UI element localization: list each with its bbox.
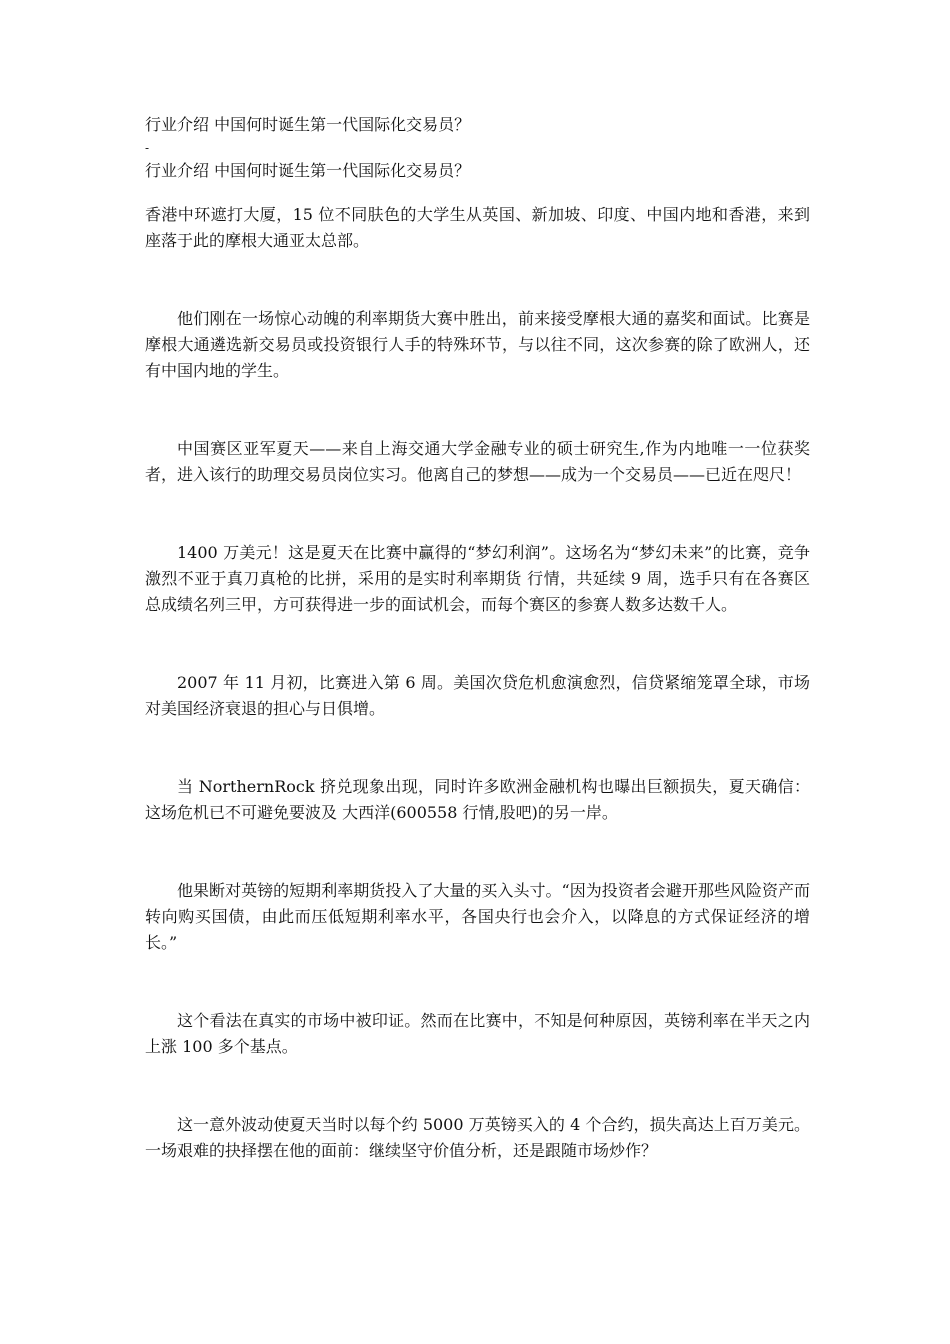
paragraph-2: 他们刚在一场惊心动魄的利率期货大赛中胜出，前来接受摩根大通的嘉奖和面试。比赛是摩根大通遴选新交易员或投资银行人手的特殊环节，与以往不同，这次参赛的除了欧洲人，还有中国内地的学生。 [145, 309, 810, 380]
paragraph-4: 1400 万美元！这是夏天在比赛中赢得的“梦幻利润”。这场名为“梦幻未来”的比赛，竞争激烈不亚于真刀真枪的比拼，采用的是实时利率期货 行情，共延续 9 周，选手只有在各赛区总成绩名列三甲，方可获得进一步的面试机会，而每个赛区的参赛人数多达数千人。 [145, 543, 810, 614]
title-separator: - [145, 141, 150, 155]
paragraph-9: 这一意外波动使夏天当时以每个约 5000 万英镑买入的 4 个合约，损失高达上百万美元。一场艰难的抉择摆在他的面前：继续坚守价值分析，还是跟随市场炒作？ [145, 1115, 810, 1160]
paragraph-6: 当 NorthernRock 挤兑现象出现，同时许多欧洲金融机构也曝出巨额损失，夏天确信：这场危机已不可避免要波及 大西洋(600558 行情,股吧)的另一岸。 [145, 777, 810, 822]
paragraph-3: 中国赛区亚军夏天——来自上海交通大学金融专业的硕士研究生,作为内地唯一一位获奖者，进入该行的助理交易员岗位实习。他离自己的梦想——成为一个交易员——已近在咫尺！ [145, 439, 810, 484]
paragraph-7: 他果断对英镑的短期利率期货投入了大量的买入头寸。“因为投资者会避开那些风险资产而转向购买国债，由此而压低短期利率水平，各国央行也会介入，以降息的方式保证经济的增长。” [145, 881, 810, 952]
paragraph-1: 香港中环遮打大厦，15 位不同肤色的大学生从英国、新加坡、印度、中国内地和香港，来到座落于此的摩根大通亚太总部。 [145, 205, 810, 250]
document-page [145, 112, 810, 1164]
paragraph-5: 2007 年 11 月初，比赛进入第 6 周。美国次贷危机愈演愈烈，信贷紧缩笼罩全球，市场对美国经济衰退的担心与日俱增。 [145, 673, 810, 718]
paragraph-8: 这个看法在真实的市场中被印证。然而在比赛中，不知是何种原因，英镑利率在半天之内上涨 100 多个基点。 [145, 1011, 810, 1056]
document-title: 行业介绍 中国何时诞生第一代国际化交易员？ [145, 115, 471, 134]
document-title-repeat: 行业介绍 中国何时诞生第一代国际化交易员？ [145, 161, 471, 180]
